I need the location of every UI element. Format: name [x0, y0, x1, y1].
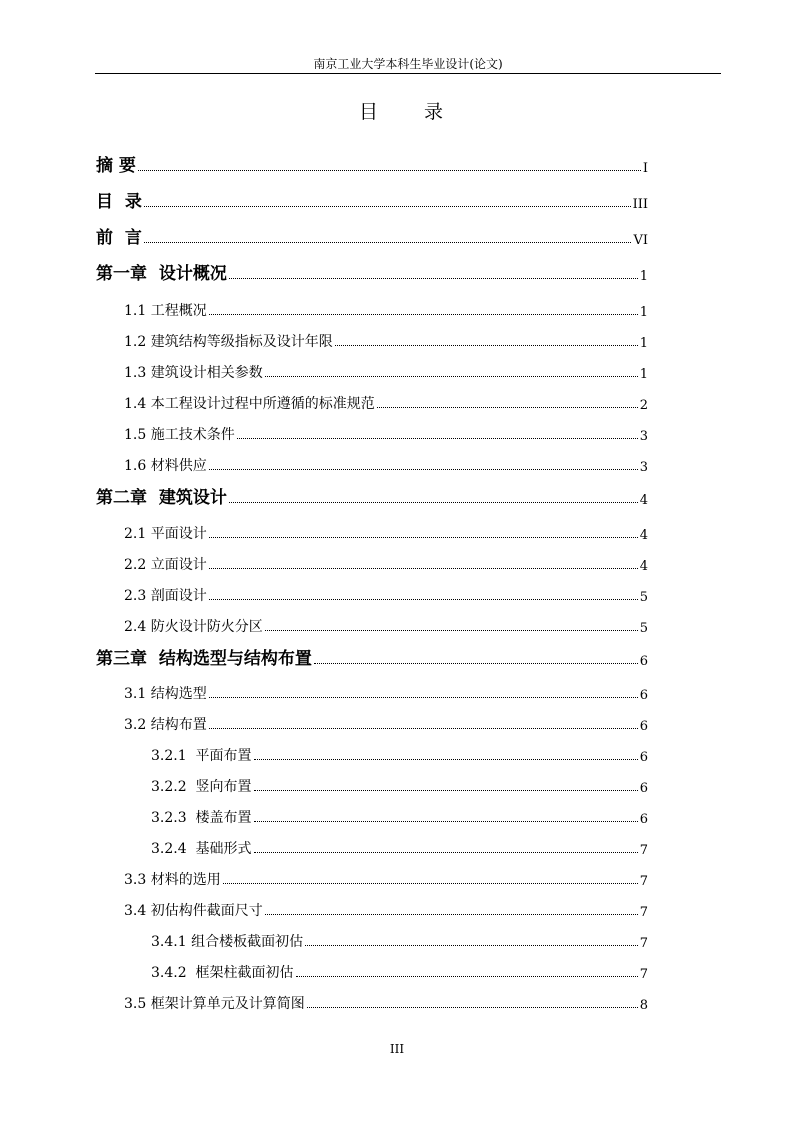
dot-leader — [265, 376, 638, 377]
dot-leader — [254, 852, 638, 853]
toc-entry-1-6[interactable] — [124, 451, 648, 475]
toc-label: 3.4.1 组合楼板截面初估 — [151, 934, 304, 950]
toc-entry-3-2-2[interactable] — [151, 772, 648, 796]
toc-page-number: 3 — [639, 429, 648, 444]
dot-leader — [265, 630, 638, 631]
toc-page-number: 2 — [639, 398, 648, 413]
toc-label: 3.4 初估构件截面尺寸 — [124, 903, 263, 919]
dot-leader — [209, 314, 638, 315]
toc-entry-2-2[interactable] — [124, 550, 648, 574]
dot-leader — [209, 568, 638, 569]
dot-leader — [307, 1007, 638, 1008]
toc-entry-1-2[interactable] — [124, 327, 648, 351]
toc-label: 2.4 防火设计防火分区 — [124, 619, 263, 635]
dot-leader — [144, 206, 631, 207]
toc-page-number: III — [632, 197, 648, 212]
toc-entry-2-1[interactable] — [124, 519, 648, 543]
toc-entry-3-1[interactable] — [124, 679, 648, 703]
dot-leader — [265, 914, 638, 915]
dot-leader — [209, 728, 638, 729]
toc-page-number: 4 — [639, 528, 648, 543]
toc-entry-abstract[interactable] — [96, 152, 648, 176]
toc-page-number: 8 — [639, 998, 648, 1013]
toc-label: 3.5 框架计算单元及计算简图 — [124, 996, 305, 1012]
toc-page-number: 5 — [639, 590, 648, 605]
toc-entry-3-2-1[interactable] — [151, 741, 648, 765]
dot-leader — [209, 697, 638, 698]
toc-label: 1.4 本工程设计过程中所遵循的标准规范 — [124, 396, 375, 412]
dot-leader — [229, 502, 638, 503]
toc-page-number: 7 — [639, 905, 648, 920]
toc-entry-2-4[interactable] — [124, 612, 648, 636]
toc-label: 3.3 材料的选用 — [124, 872, 221, 888]
dot-leader — [209, 469, 638, 470]
toc-entry-chapter-3[interactable] — [96, 645, 648, 669]
toc-label: 3.2.4 基础形式 — [151, 841, 252, 857]
dot-leader — [377, 407, 638, 408]
toc-page-number: 7 — [639, 843, 648, 858]
toc-page-number: 4 — [639, 493, 648, 508]
toc-entry-1-1[interactable] — [124, 296, 648, 320]
toc-page-number: 1 — [639, 269, 648, 284]
toc-label: 3.2 结构布置 — [124, 717, 207, 733]
toc-label: 1.3 建筑设计相关参数 — [124, 365, 263, 381]
dot-leader — [335, 345, 638, 346]
page-number-footer: III — [389, 1042, 405, 1056]
dot-leader — [209, 537, 638, 538]
toc-entry-3-4[interactable] — [124, 896, 648, 920]
toc-entry-1-4[interactable] — [124, 389, 648, 413]
toc-entry-3-4-1[interactable] — [151, 927, 648, 951]
toc-entry-3-2-4[interactable] — [151, 834, 648, 858]
running-header: 南京工业大学本科生毕业设计(论文) — [313, 57, 503, 71]
toc-page-number: 3 — [639, 460, 648, 475]
toc-page-number: VI — [633, 233, 648, 248]
toc-label: 第一章 设计概况 — [96, 264, 227, 284]
toc-label: 3.2.1 平面布置 — [151, 748, 252, 764]
toc-page-number: 1 — [639, 305, 648, 320]
toc-entry-chapter-1[interactable] — [96, 260, 648, 284]
toc-page-number: 1 — [639, 336, 648, 351]
toc-page-number: 6 — [639, 750, 648, 765]
toc-entry-3-5[interactable] — [124, 989, 648, 1013]
toc-page-number: 7 — [639, 967, 648, 982]
dot-leader — [305, 945, 638, 946]
toc-entry-chapter-2[interactable] — [96, 484, 648, 508]
toc-label: 3.2.2 竖向布置 — [151, 779, 252, 795]
toc-page-number: 4 — [639, 559, 648, 574]
page-title: 目 录 — [358, 101, 464, 123]
toc-entry-3-2-3[interactable] — [151, 803, 648, 827]
dot-leader — [144, 242, 632, 243]
toc-page-number: 6 — [639, 654, 648, 669]
toc-label: 摘 要 — [96, 156, 136, 176]
toc-label: 1.1 工程概况 — [124, 303, 207, 319]
toc-page-number: 6 — [639, 812, 648, 827]
dot-leader — [254, 759, 638, 760]
toc-label: 3.2.3 楼盖布置 — [151, 810, 252, 826]
toc-page-number: 5 — [639, 621, 648, 636]
toc-label: 1.2 建筑结构等级指标及设计年限 — [124, 334, 333, 350]
toc-label: 第三章 结构选型与结构布置 — [96, 649, 312, 669]
dot-leader — [254, 821, 638, 822]
dot-leader — [223, 883, 638, 884]
dot-leader — [314, 663, 638, 664]
toc-entry-3-4-2[interactable] — [151, 958, 648, 982]
toc-entry-1-5[interactable] — [124, 420, 648, 444]
toc-page-number: 7 — [639, 874, 648, 889]
toc-entry-3-3[interactable] — [124, 865, 648, 889]
toc-page-number: I — [642, 161, 648, 176]
toc-page-number: 6 — [639, 719, 648, 734]
toc-label: 2.3 剖面设计 — [124, 588, 207, 604]
toc-label: 目 录 — [96, 192, 142, 212]
toc-label: 前 言 — [96, 228, 142, 248]
dot-leader — [209, 599, 638, 600]
toc-entry-contents[interactable] — [96, 188, 648, 212]
dot-leader — [254, 790, 638, 791]
dot-leader — [296, 976, 638, 977]
dot-leader — [229, 278, 638, 279]
toc-label: 1.6 材料供应 — [124, 458, 207, 474]
toc-page-number: 1 — [639, 367, 648, 382]
toc-label: 第二章 建筑设计 — [96, 488, 227, 508]
toc-label: 3.1 结构选型 — [124, 686, 207, 702]
header-rule — [95, 73, 721, 74]
toc-page-number: 6 — [639, 781, 648, 796]
toc-label: 2.1 平面设计 — [124, 526, 207, 542]
toc-entry-preface[interactable] — [96, 224, 648, 248]
dot-leader — [138, 170, 641, 171]
toc-label: 1.5 施工技术条件 — [124, 427, 235, 443]
toc-entry-1-3[interactable] — [124, 358, 648, 382]
dot-leader — [237, 438, 638, 439]
toc-page-number: 7 — [639, 936, 648, 951]
toc-label: 3.4.2 框架柱截面初估 — [151, 965, 294, 981]
toc-entry-2-3[interactable] — [124, 581, 648, 605]
toc-entry-3-2[interactable] — [124, 710, 648, 734]
toc-label: 2.2 立面设计 — [124, 557, 207, 573]
toc-page-number: 6 — [639, 688, 648, 703]
